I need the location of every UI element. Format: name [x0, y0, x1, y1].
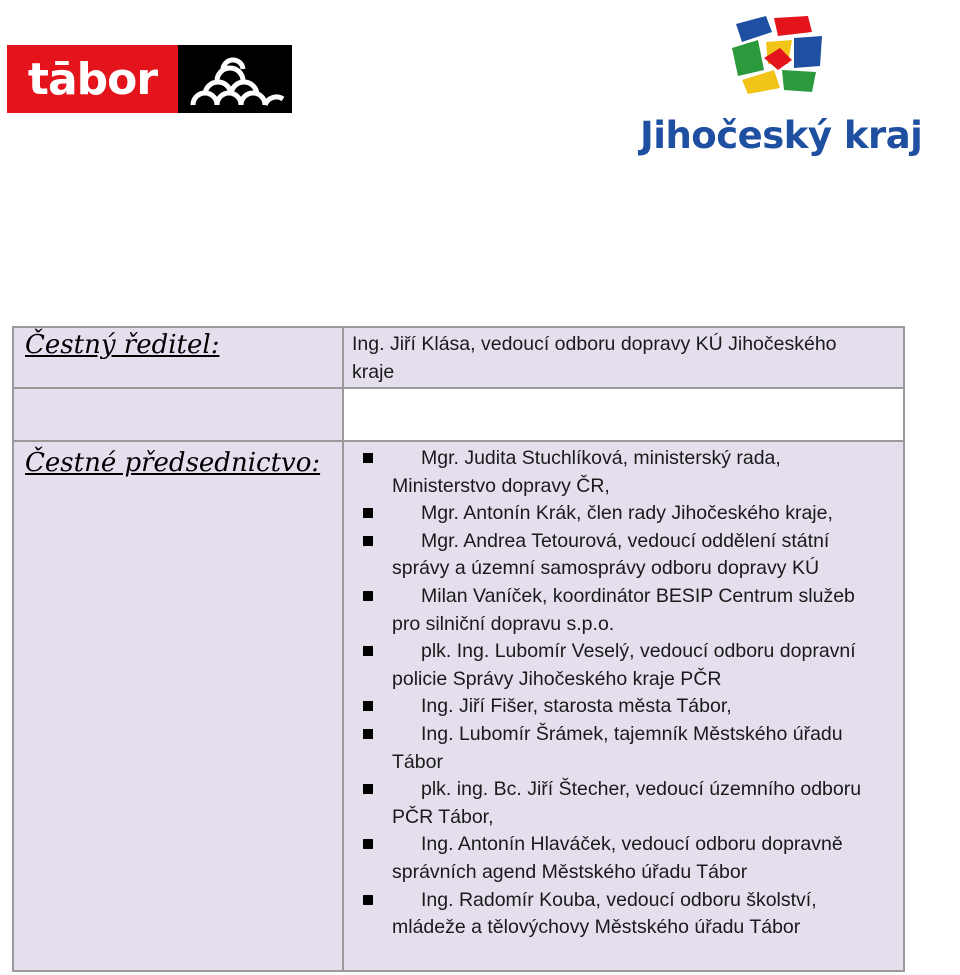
table-cell-label — [14, 442, 344, 970]
honorary-presidium-label: Čestné předsednictvo: — [25, 448, 321, 478]
square-bullet-icon — [363, 646, 373, 656]
square-bullet-icon — [363, 508, 373, 518]
tabor-logo-text: tābor — [27, 53, 158, 105]
member-text: Ing. Antonín Hlaváček, vedoucí odboru dopravně správních agend Městského úřadu Tábor — [392, 833, 843, 883]
list-item — [344, 721, 884, 776]
square-bullet-icon — [363, 536, 373, 546]
member-text: Ing. Jiří Fišer, starosta města Tábor, — [421, 695, 732, 718]
member-text: Ing. Radomír Kouba, vedoucí odboru školství, mládeže a tělovýchovy Městského úřadu Tábor — [392, 888, 817, 939]
table-row-empty — [14, 389, 903, 442]
member-text: Mgr. Andrea Tetourová, vedoucí oddělení státní správy a územní samosprávy odboru dopravy KÚ — [392, 529, 830, 580]
square-bullet-icon — [363, 591, 373, 601]
honorary-director-value: Ing. Jiří Klása, vedoucí odboru dopravy KÚ Jihočeského kraje — [352, 333, 837, 383]
table-row — [14, 442, 903, 970]
member-text: plk. ing. Bc. Jiří Štecher, vedoucí územního odboru PČR Tábor, — [392, 778, 862, 828]
member-text: Ing. Lubomír Šrámek, tajemník Městského úřadu Tábor — [392, 722, 843, 773]
list-item — [344, 831, 884, 886]
tabor-emblem-icon — [183, 51, 287, 107]
square-bullet-icon — [363, 729, 373, 739]
member-text: plk. Ing. Lubomír Veselý, vedoucí odboru dopravní policie Správy Jihočeského kraje PČR — [392, 640, 856, 690]
table-row — [14, 328, 903, 389]
kraj-emblem-icon — [728, 14, 828, 96]
list-item — [344, 776, 884, 831]
table-cell-empty — [14, 389, 344, 440]
member-text: Mgr. Judita Stuchlíková, ministerský rada, Ministerstvo dopravy ČR, — [392, 447, 781, 497]
member-text: Milan Vaníček, koordinátor BESIP Centrum služeb pro silniční dopravu s.p.o. — [392, 584, 855, 635]
list-item — [344, 500, 884, 528]
table-cell-value — [344, 442, 903, 970]
table-cell-empty-white — [344, 389, 903, 440]
committee-table — [12, 326, 905, 972]
list-item — [344, 638, 884, 693]
kraj-logo-text: Jihočeský kraj — [640, 114, 923, 157]
square-bullet-icon — [363, 895, 373, 905]
table-cell-label — [14, 328, 344, 387]
presidium-member-list — [344, 445, 884, 942]
member-text: Mgr. Antonín Krák, člen rady Jihočeského kraje, — [421, 502, 833, 525]
list-item — [344, 583, 884, 638]
square-bullet-icon — [363, 453, 373, 463]
honorary-director-label: Čestný ředitel: — [25, 330, 220, 360]
list-item — [344, 887, 884, 942]
list-item — [344, 528, 884, 583]
list-item — [344, 445, 884, 500]
square-bullet-icon — [363, 701, 373, 711]
jihocesky-kraj-logo — [640, 14, 952, 157]
tabor-logo-wordmark — [7, 45, 178, 113]
tabor-logo-emblem — [178, 45, 292, 113]
square-bullet-icon — [363, 839, 373, 849]
tabor-logo — [7, 45, 292, 113]
list-item — [344, 693, 884, 721]
square-bullet-icon — [363, 784, 373, 794]
table-cell-value — [344, 328, 903, 387]
